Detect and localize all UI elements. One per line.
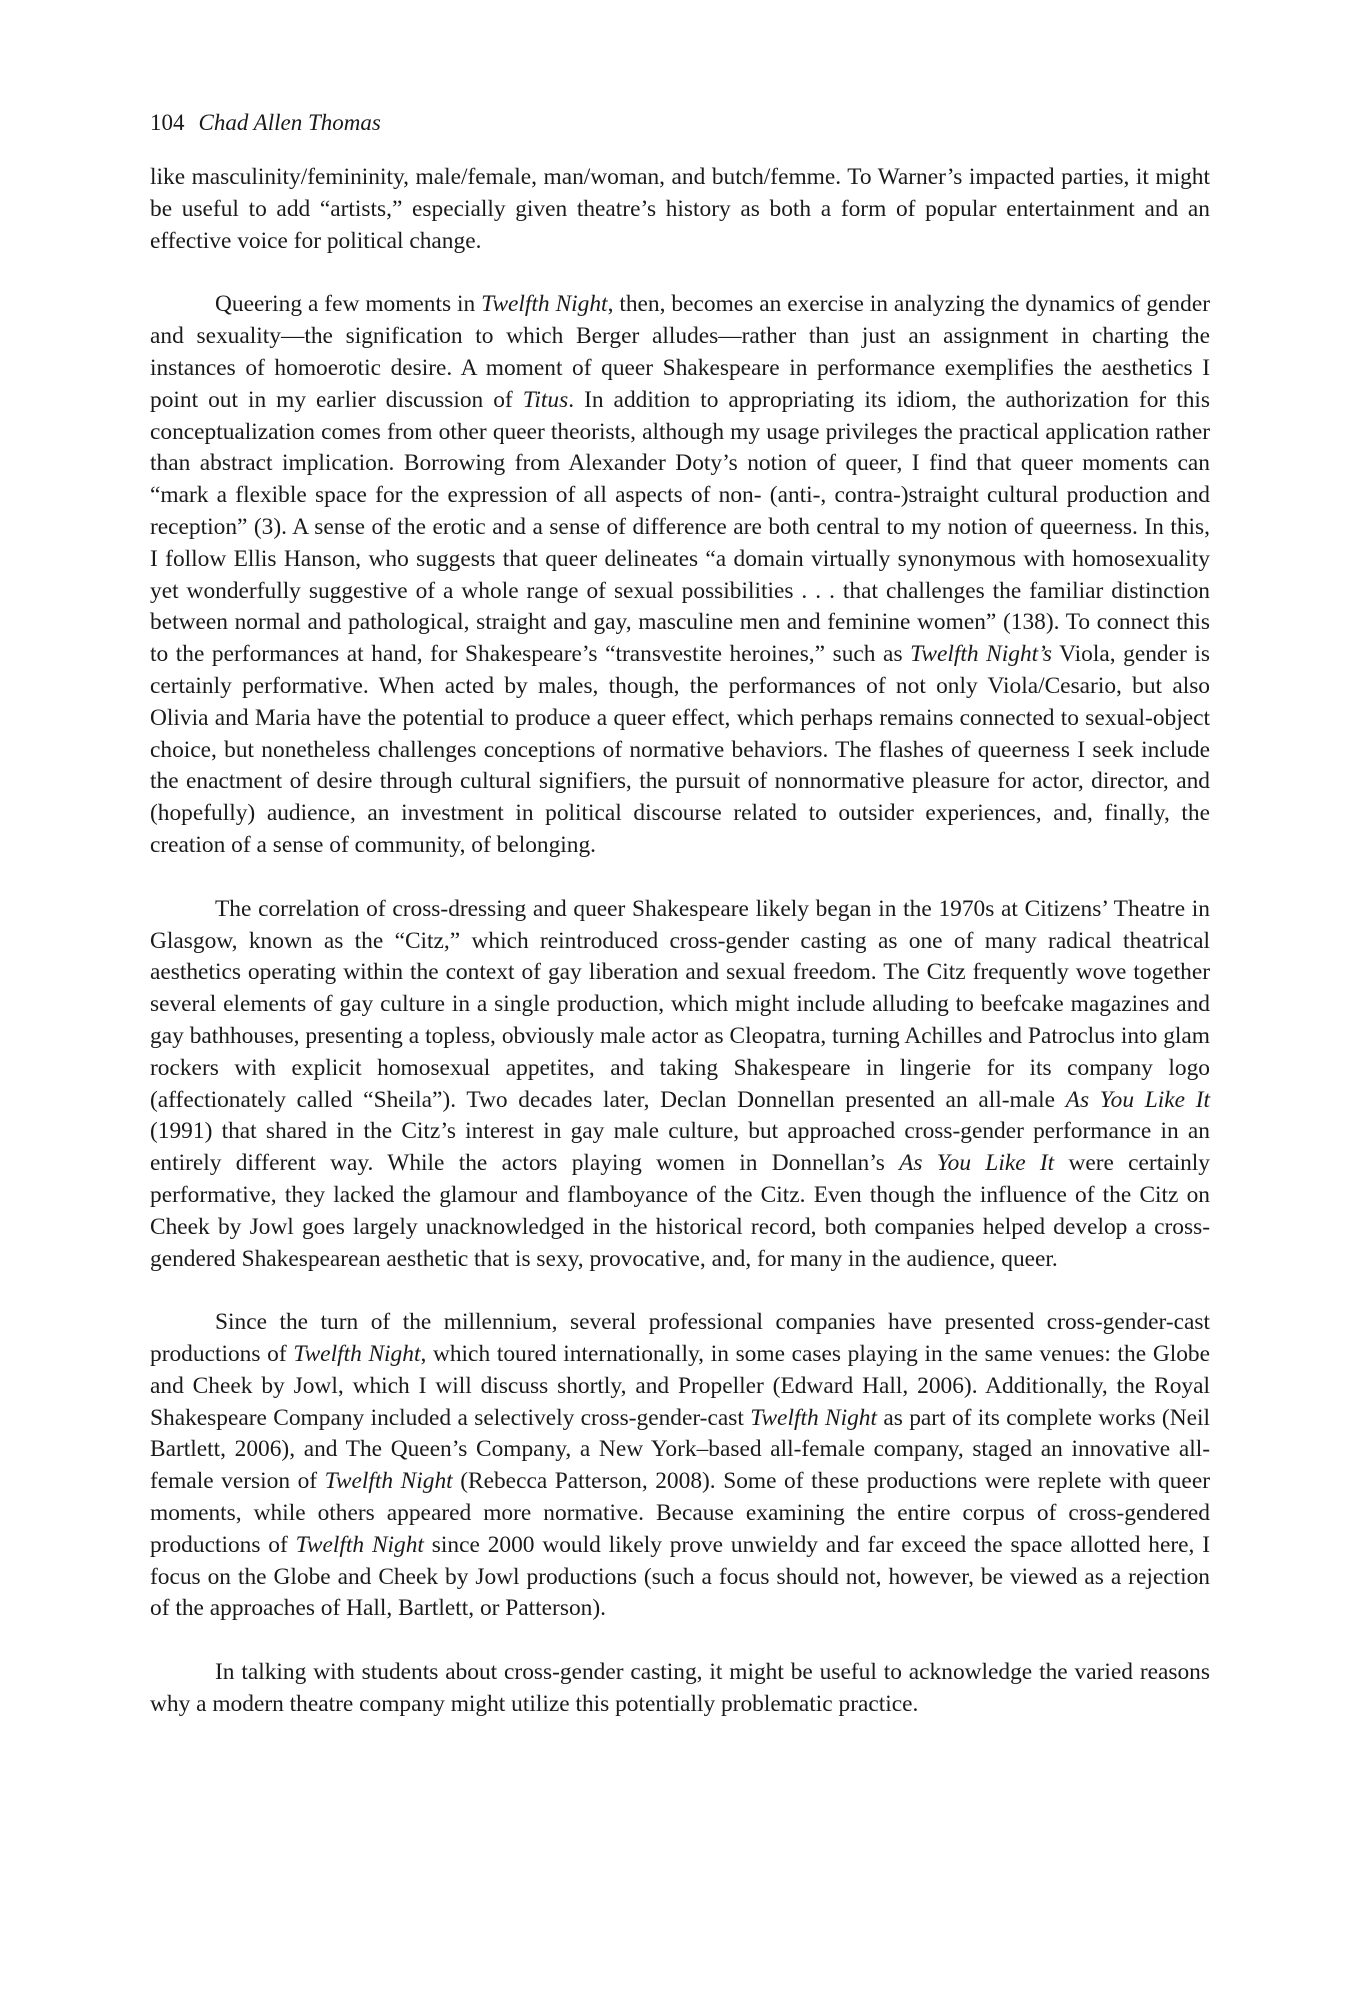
paragraph [150,162,1210,257]
italic-title: Twelfth Night [481,291,608,318]
text-run: , which toured internationally, in some cases playing in the same venues: the Globe and Cheek by Jowl, which I will discuss shortly, and Propeller (Edward Hall, 2006). Additionally, the Royal Shakespeare Company included a selectively cross-gender-cast [150,1341,1210,1431]
italic-title: Twelfth Night [293,1341,421,1368]
italic-title: Twelfth Night [324,1468,453,1495]
italic-title: Titus [522,386,569,413]
paragraph [150,289,1210,861]
text-run: In talking with students about cross-gender casting, it might be useful to acknowledge the varied reasons why a modern theatre company might utilize this potentially problematic practice. [150,1659,1210,1718]
text-run: (Rebecca Patterson, 2008). Some of these productions were replete with queer moments, while others appeared more normative. Because examining the entire corpus of cross-gendered productions of [150,1468,1210,1558]
text-run: . In addition to appropriating its idiom, the authorization for this conceptualization comes from other queer theorists, although my usage privileges the practical application rather than abstract implication. Borrowing from Alexander Doty’s notion of queer, I find that queer moments can “mark a flexible space for the expression of all aspects of non- (anti-, contra-)straight cultural production and reception” (3). A sense of the erotic and a sense of difference are both central to my notion of queerness. In this, I follow Ellis Hanson, who suggests that queer delineates “a domain virtually synonymous with homosexuality yet wonderfully suggestive of a whole range of sexual possibilities . . . that challenges the familiar distinction between normal and pathological, straight and gay, masculine men and feminine women” (138). To connect this to the performances at hand, for Shakespeare’s “transvestite heroines,” such as [150,386,1210,668]
body-text [150,162,1210,1721]
running-head-author: Chad Allen Thomas [198,110,381,135]
text-run: Viola, gender is certainly performative. When acted by males, though, the performances of not only Viola/Cesario, but also Olivia and Maria have the potential to produce a queer effect, which perhaps remains connected to sexual-object choice, but nonetheless challenges conceptions of normative behaviors. The flashes of queerness I seek include the enactment of desire through cultural signifiers, the pursuit of nonnormative pleasure for actor, director, and (hopefully) audience, an investment in political discourse related to outsider experiences, and, finally, the creation of a sense of community, of belonging. [150,641,1210,858]
running-head [150,108,1210,138]
page-number: 104 [150,110,185,135]
text-run: Queering a few moments in [215,291,482,318]
italic-title: Twelfth Night [750,1404,877,1431]
book-page [150,108,1210,1721]
text-run: (1991) that shared in the Citz’s interest in gay male culture, but approached cross-gender performance in an entirely different way. While the actors playing women in Donnellan’s [150,1118,1210,1177]
paragraph [150,1657,1210,1721]
italic-title: As You Like It [1065,1086,1210,1113]
paragraph [150,1307,1210,1625]
text-run: like masculinity/femininity, male/female, man/woman, and butch/femme. To Warner’s impacted parties, it might be useful to add “artists,” especially given theatre’s history as both a form of popular entertainment and an effective voice for political change. [150,164,1210,254]
text-run: , then, becomes an exercise in analyzing the dynamics of gender and sexuality—the signification to which Berger alludes—rather than just an assignment in charting the instances of homoerotic desire. A moment of queer Shakespeare in performance exemplifies the aesthetics I point out in my earlier discussion of [150,291,1210,413]
italic-title: Twelfth Night [295,1531,424,1558]
text-run: were certainly performative, they lacked the glamour and flamboyance of the Citz. Even though the influence of the Citz on Cheek by Jowl goes largely unacknowledged in the historical record, both companies helped develop a cross-gendered Shakespearean aesthetic that is sexy, provocative, and, for many in the audience, queer. [150,1150,1210,1272]
paragraph [150,894,1210,1276]
italic-title: As You Like It [899,1150,1055,1177]
text-run: Since the turn of the millennium, several professional companies have presented cross-gender-cast productions of [150,1309,1210,1368]
italic-title: Twelfth Night’s [910,641,1053,668]
text-run: since 2000 would likely prove unwieldy and far exceed the space allotted here, I focus on the Globe and Cheek by Jowl productions (such a focus should not, however, be viewed as a rejection of the approaches of Hall, Bartlett, or Patterson). [150,1531,1210,1622]
text-run: as part of its complete works (Neil Bartlett, 2006), and The Queen’s Company, a New York–based all-female company, staged an innovative all-female version of [150,1404,1210,1495]
text-run: The correlation of cross-dressing and queer Shakespeare likely began in the 1970s at Citizens’ Theatre in Glasgow, known as the “Citz,” which reintroduced cross-gender casting as one of many radical theatrical aesthetics operating within the context of gay liberation and sexual freedom. The Citz frequently wove together several elements of gay culture in a single production, which might include alluding to beefcake magazines and gay bathhouses, presenting a topless, obviously male actor as Cleopatra, turning Achilles and Patroclus into glam rockers with explicit homosexual appetites, and taking Shakespeare in lingerie for its company logo (affectionately called “Sheila”). Two decades later, Declan Donnellan presented an all-male [150,895,1210,1113]
